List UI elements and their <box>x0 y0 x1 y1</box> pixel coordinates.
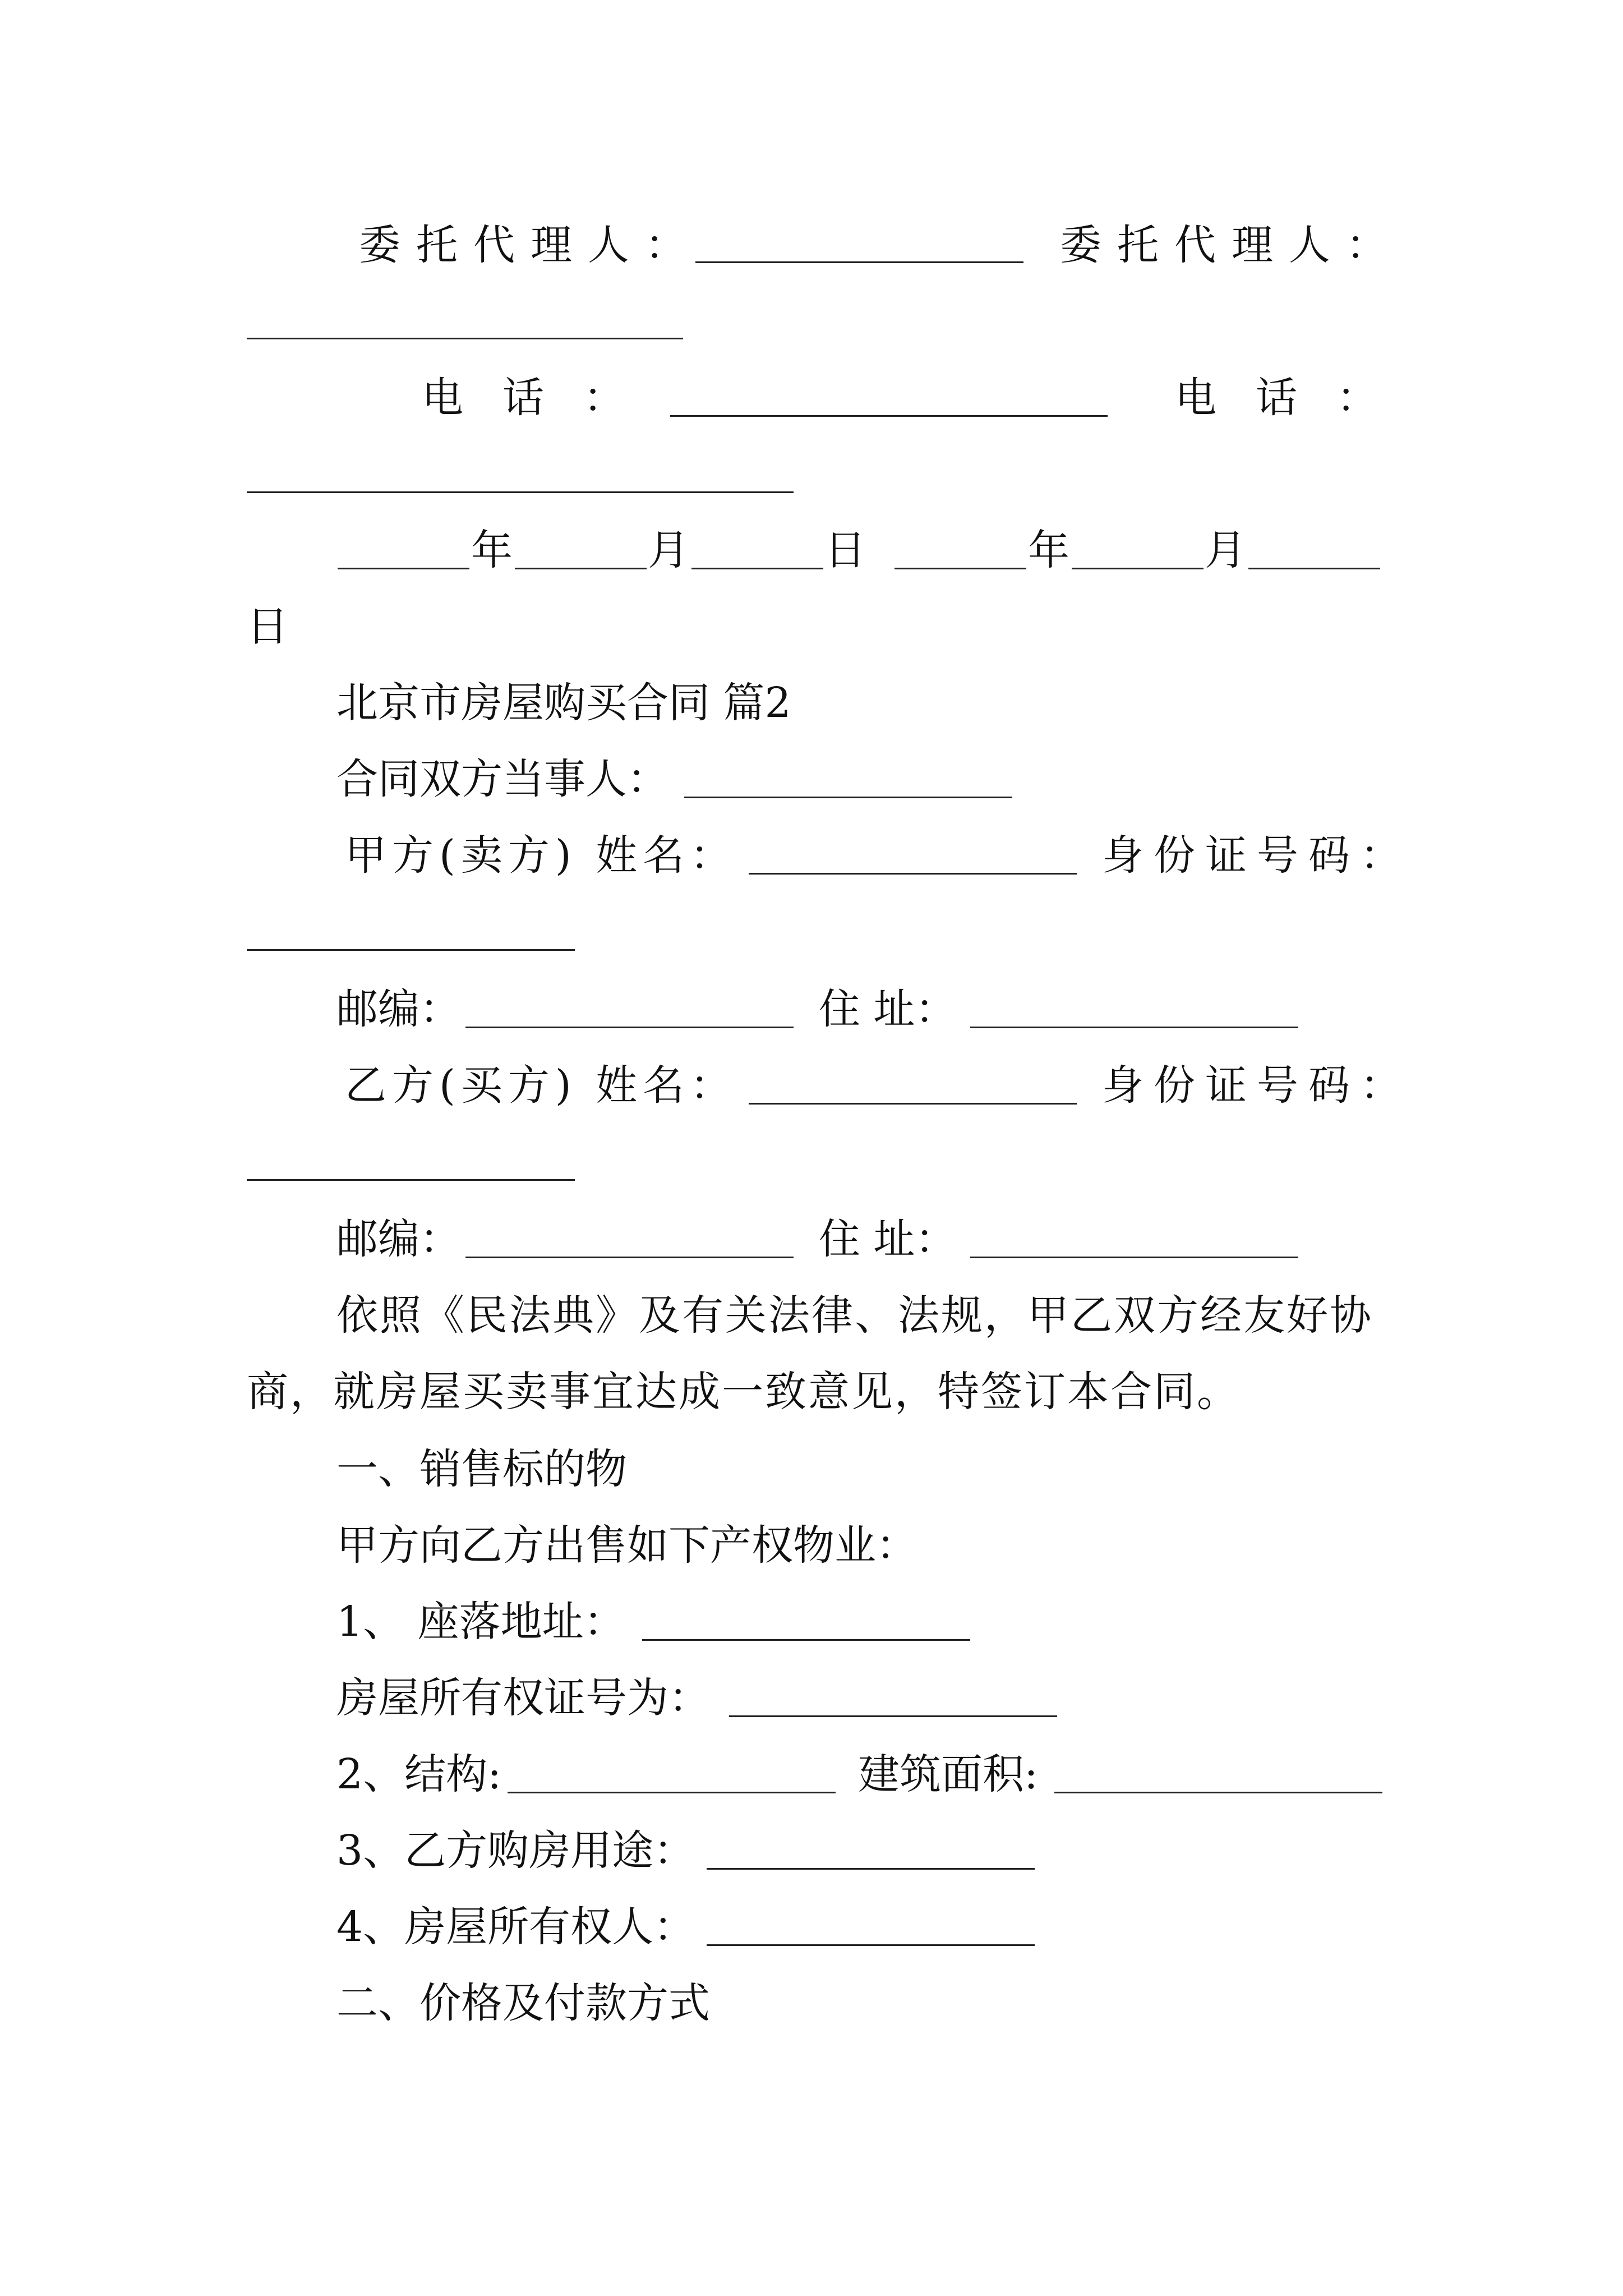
seller-name-blank <box>749 873 1077 875</box>
buyer-name-blank <box>749 1103 1077 1105</box>
cert-label: 房屋所有权证号为： <box>336 1674 710 1722</box>
buyer-postcode-blank <box>465 1257 794 1258</box>
phone-label-a: 电话： <box>422 374 664 422</box>
phone-blank-b <box>247 491 794 493</box>
seller-postcode-label: 邮编： <box>336 985 461 1033</box>
phone-label-b: 电话： <box>1175 374 1417 422</box>
seller-postcode-blank <box>465 1027 794 1028</box>
paragraph-line-1: 依照《民法典》及有关法律、法规，甲乙双方经友好协 <box>336 1291 1373 1340</box>
item-3-label: 3、乙方购房用途： <box>336 1826 695 1875</box>
agent-label-a: 委托代理人： <box>359 221 702 269</box>
year-blank-b <box>895 568 1026 569</box>
item-1-blank <box>642 1639 970 1641</box>
day-label-b: 日 <box>247 602 288 651</box>
paragraph-line-2: 商，就房屋买卖事宜达成一致意见，特签订本合同。 <box>247 1368 1240 1416</box>
month-label-b: 月 <box>1205 526 1246 574</box>
item-2-area-label: 建筑面积: <box>858 1750 1038 1798</box>
parties-label: 合同双方当事人： <box>336 755 668 803</box>
item-1-label: 1、 座落地址： <box>336 1598 625 1646</box>
seller-name-label: 甲方(卖方) 姓名： <box>345 831 737 880</box>
day-blank-a <box>691 568 823 569</box>
day-blank-b <box>1248 568 1380 569</box>
month-label-a: 月 <box>648 526 689 574</box>
agent-blank-b <box>247 338 683 339</box>
phone-blank-a <box>670 415 1108 417</box>
cert-blank <box>729 1715 1057 1717</box>
buyer-name-label: 乙方(买方) 姓名： <box>345 1061 737 1110</box>
section-1-title: 一、销售标的物 <box>336 1445 627 1493</box>
parties-blank <box>684 797 1012 798</box>
buyer-id-blank <box>247 1179 575 1181</box>
day-label-a: 日 <box>824 526 866 574</box>
item-2-structure-label: 2、结构: <box>336 1750 502 1798</box>
buyer-postcode-label: 邮编： <box>336 1215 461 1263</box>
year-blank-a <box>338 568 469 569</box>
agent-label-b: 委托代理人： <box>1060 221 1403 269</box>
item-2-area-blank <box>1054 1792 1382 1793</box>
item-3-blank <box>707 1868 1035 1870</box>
item-4-blank <box>707 1944 1035 1946</box>
year-label-b: 年 <box>1028 526 1069 574</box>
seller-id-blank <box>247 949 575 951</box>
item-2-structure-blank <box>508 1792 836 1793</box>
contract-heading: 北京市房屋购买合同 篇2 <box>336 679 791 727</box>
buyer-address-label: 住 址： <box>819 1215 957 1263</box>
month-blank-b <box>1072 568 1204 569</box>
agent-blank-a <box>695 261 1023 263</box>
buyer-address-blank <box>970 1257 1298 1258</box>
month-blank-a <box>515 568 647 569</box>
section-2-title: 二、价格及付款方式 <box>336 1979 710 2027</box>
buyer-id-label: 身份证号码： <box>1102 1061 1412 1110</box>
seller-id-label: 身份证号码： <box>1102 831 1412 880</box>
seller-address-blank <box>970 1027 1298 1028</box>
section-1-intro: 甲方向乙方出售如下产权物业： <box>336 1521 917 1570</box>
item-4-label: 4、房屋所有权人： <box>336 1903 695 1951</box>
year-label-a: 年 <box>471 526 513 574</box>
seller-address-label: 住 址： <box>819 985 957 1033</box>
